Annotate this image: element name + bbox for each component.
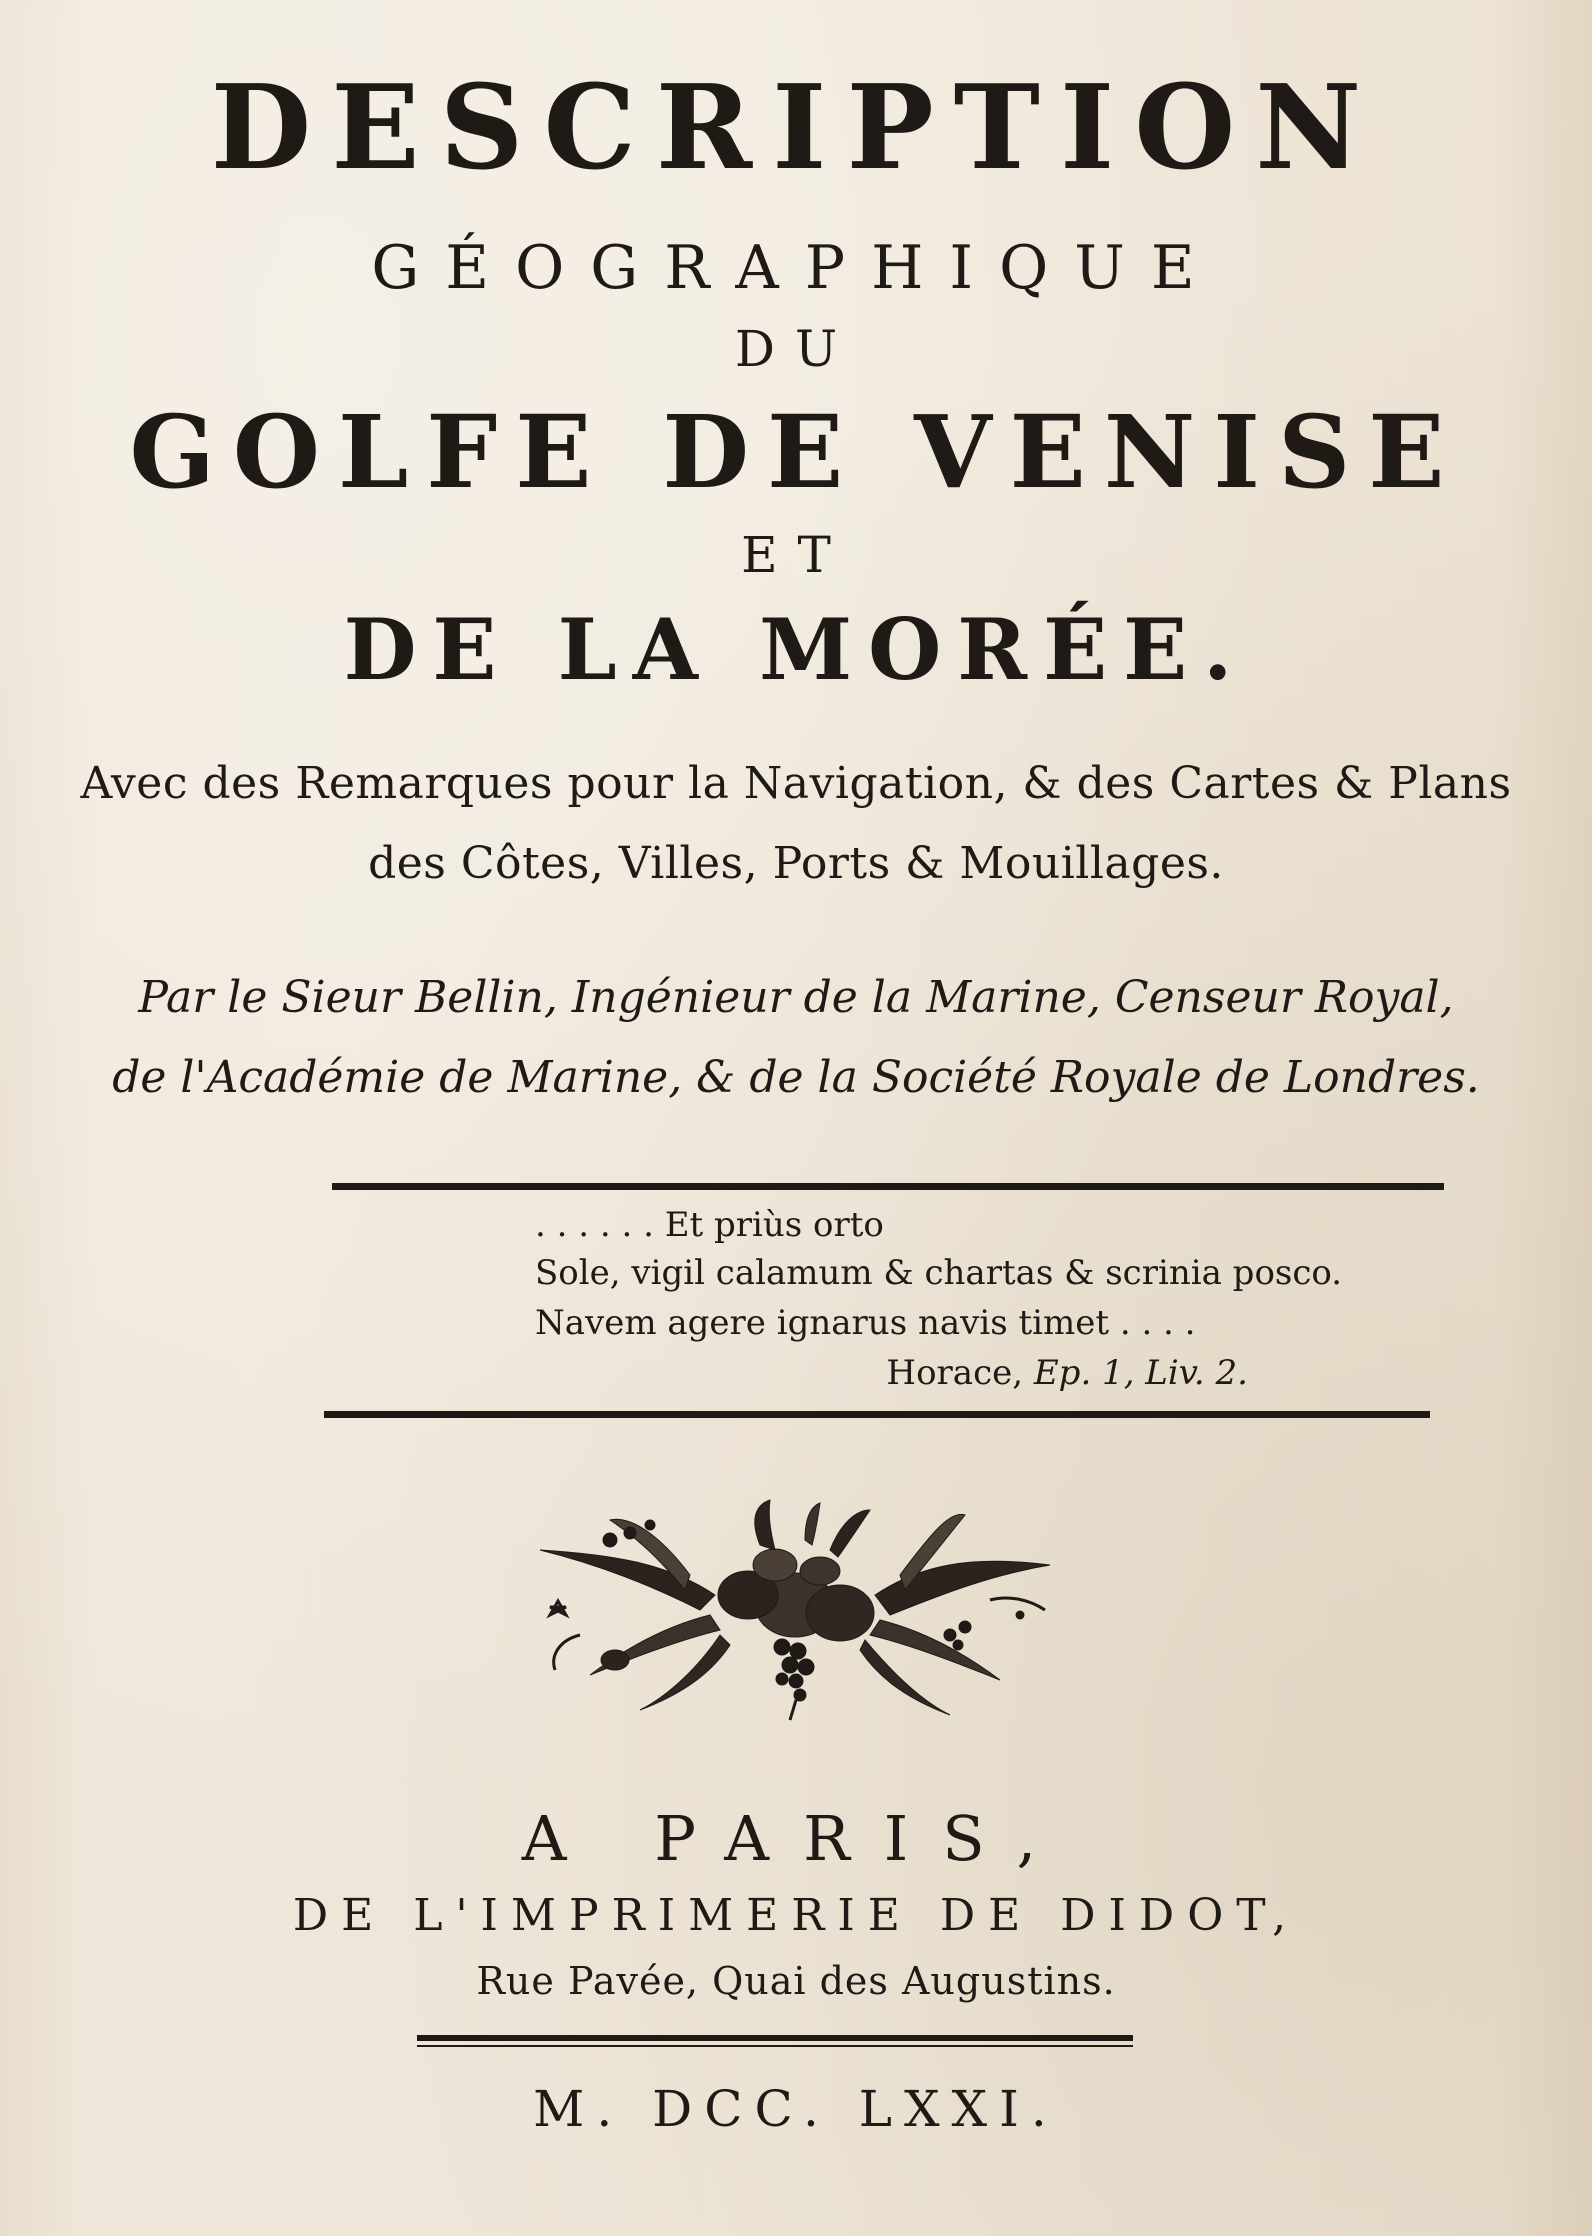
epigraph-source-ref: Ep. 1, Liv. 2. — [1033, 1353, 1248, 1393]
imprint-city: A PARIS, — [521, 1802, 1071, 1875]
imprint-rule-thin — [417, 2045, 1133, 2047]
bottom-epigraph-rule — [324, 1411, 1430, 1418]
imprint-printer: DE L'IMPRIMERIE DE DIDOT, — [292, 1890, 1300, 1941]
title-description: DESCRIPTION — [210, 60, 1382, 196]
imprint-rule-thick — [417, 2035, 1133, 2041]
epigraph-line-3: Navem agere ignarus navis timet . . . . — [535, 1303, 1196, 1343]
epigraph-source-name: Horace, — [886, 1353, 1024, 1393]
title-du: DU — [734, 320, 858, 378]
subtitle-line-2: des Côtes, Villes, Ports & Mouillages. — [368, 838, 1224, 889]
title-golfe-de-venise: GOLFE DE VENISE — [129, 393, 1463, 511]
epigraph-line-2: Sole, vigil calamum & chartas & scrinia posco. — [535, 1253, 1343, 1293]
epigraph-line-1: . . . . . . Et priùs orto — [535, 1205, 884, 1245]
epigraph-source — [886, 1353, 1248, 1393]
subtitle-line-1: Avec des Remarques pour la Navigation, & des Cartes & Plans — [80, 758, 1512, 809]
imprint-year: M. DCC. LXXI. — [533, 2080, 1059, 2138]
author-line-2: de l'Académie de Marine, & de la Société Royale de Londres. — [112, 1052, 1480, 1103]
title-de-la-moree: DE LA MORÉE. — [343, 600, 1249, 699]
title-et: ET — [741, 526, 851, 584]
title-geographique: GÉOGRAPHIQUE — [371, 233, 1221, 303]
author-line-1: Par le Sieur Bellin, Ingénieur de la Marine, Censeur Royal, — [138, 972, 1454, 1023]
imprint-address: Rue Pavée, Quai des Augustins. — [476, 1959, 1116, 2003]
top-epigraph-rule — [332, 1183, 1444, 1190]
floral-fruit-garland-icon — [520, 1495, 1070, 1745]
